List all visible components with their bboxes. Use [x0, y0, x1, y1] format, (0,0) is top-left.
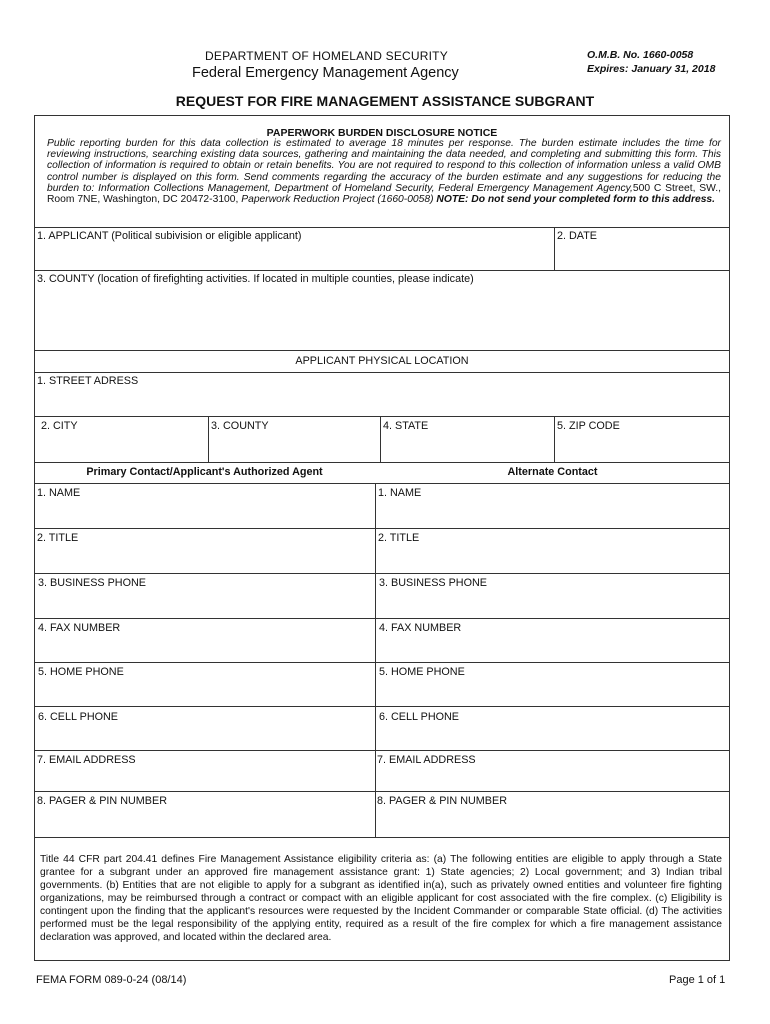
state-field[interactable]: 4. STATE	[383, 420, 429, 432]
rule	[34, 750, 730, 751]
primary-contact-heading: Primary Contact/Applicant's Authorized Agent	[86, 466, 323, 478]
notice-project: Paperwork Reduction Project (1660-0058)	[238, 194, 437, 206]
alternate-name-field[interactable]: 1. NAME	[378, 487, 422, 499]
rule	[34, 350, 730, 351]
notice-address: 500 C Street, SW., Room 7NE, Washington, DC 20472-3100,	[47, 182, 721, 206]
alternate-business-phone-field[interactable]: 3. BUSINESS PHONE	[379, 577, 488, 589]
omb-number: O.M.B. No. 1660-0058	[587, 49, 694, 61]
county-field-2[interactable]: 3. COUNTY	[211, 420, 269, 432]
rule	[34, 483, 730, 484]
applicant-field[interactable]: 1. APPLICANT (Political subivision or eligible applicant)	[37, 230, 302, 242]
county-field[interactable]: 3. COUNTY (location of firefighting activities. If located in multiple counties, please indicate)	[37, 273, 474, 285]
alternate-contact-heading: Alternate Contact	[507, 466, 598, 478]
page-number: Page 1 of 1	[669, 974, 726, 986]
expiration-date: Expires: January 31, 2018	[587, 63, 716, 75]
alternate-fax-field[interactable]: 4. FAX NUMBER	[379, 622, 462, 634]
alternate-title-field[interactable]: 2. TITLE	[378, 532, 420, 544]
primary-business-phone-field[interactable]: 3. BUSINESS PHONE	[38, 577, 147, 589]
date-field[interactable]: 2. DATE	[557, 230, 597, 242]
rule	[34, 528, 730, 529]
rule	[554, 416, 555, 462]
rule	[34, 372, 730, 373]
eligibility-paragraph: Title 44 CFR part 204.41 defines Fire Management Assistance eligibility criteria as: (a) The following entities are eligible to apply through a State grantee for a subgrant under an approved fire management assistance grant: 1) State agencies; 2) Local government; and 3) Indian tribal governments. (b) Entities that are not eligible to apply for a subgrant as identified in(a), such as privately owned entities and volunteer fire fighting organizations, may be reimbursed through a contract or compact with an eligible applicant for cost associated with the fire complex. (c) Eligibility is contingent upon the finding that the applicant's resources were requested by the Incident Commander or comparable State official. (d) The activities performed must be the legal responsibility of the applying entity, required as a result of the fire complex for which a fire management assistance declaration was approved, and located within the declared area.	[40, 854, 722, 943]
rule	[34, 618, 730, 619]
rule	[34, 270, 730, 271]
notice-body	[47, 138, 721, 205]
rule	[34, 706, 730, 707]
primary-fax-field[interactable]: 4. FAX NUMBER	[38, 622, 121, 634]
notice-note: NOTE: Do not send your completed form to this address.	[436, 194, 716, 206]
alternate-home-phone-field[interactable]: 5. HOME PHONE	[379, 666, 465, 678]
rule	[34, 227, 730, 228]
form-number: FEMA FORM 089-0-24 (08/14)	[36, 974, 187, 986]
agency-name: Federal Emergency Management Agency	[192, 65, 459, 81]
rule	[208, 416, 209, 462]
alternate-pager-field[interactable]: 8. PAGER & PIN NUMBER	[377, 795, 507, 807]
rule	[34, 462, 730, 463]
rule	[34, 837, 730, 838]
rule	[554, 227, 555, 270]
primary-email-field[interactable]: 7. EMAIL ADDRESS	[37, 754, 136, 766]
rule	[34, 573, 730, 574]
zip-code-field[interactable]: 5. ZIP CODE	[557, 420, 620, 432]
notice-title: PAPERWORK BURDEN DISCLOSURE NOTICE	[266, 127, 498, 139]
city-field[interactable]: 2. CITY	[41, 420, 78, 432]
rule	[375, 483, 376, 837]
alternate-email-field[interactable]: 7. EMAIL ADDRESS	[377, 754, 476, 766]
department-name: DEPARTMENT OF HOMELAND SECURITY	[205, 49, 448, 63]
street-address-field[interactable]: 1. STREET ADRESS	[37, 375, 139, 387]
form-title: REQUEST FOR FIRE MANAGEMENT ASSISTANCE SUBGRANT	[175, 93, 595, 109]
rule	[34, 662, 730, 663]
rule	[380, 416, 381, 462]
primary-name-field[interactable]: 1. NAME	[37, 487, 81, 499]
notice-text: Public reporting burden for this data collection is estimated to average 18 minutes per response. The burden estimate includes the time for reviewing instructions, searching existing data sources, gathering and maintaining the data needed, and completing and submitting this form. This collection of information is required to obtain or retain benefits. You are not required to respond to this collection of information unless a valid OMB control number is displayed on this form. Send comments regarding the accuracy of the burden estimate and any suggestions for reducing the burden to: Information Collections Management, Department of Homeland Security, Federal Emergency Management Agency,	[47, 138, 721, 194]
primary-pager-field[interactable]: 8. PAGER & PIN NUMBER	[37, 795, 167, 807]
alternate-cell-phone-field[interactable]: 6. CELL PHONE	[379, 711, 460, 723]
primary-home-phone-field[interactable]: 5. HOME PHONE	[38, 666, 124, 678]
rule	[34, 791, 730, 792]
primary-title-field[interactable]: 2. TITLE	[37, 532, 79, 544]
physical-location-heading: APPLICANT PHYSICAL LOCATION	[295, 355, 469, 367]
rule	[34, 416, 730, 417]
primary-cell-phone-field[interactable]: 6. CELL PHONE	[38, 711, 119, 723]
